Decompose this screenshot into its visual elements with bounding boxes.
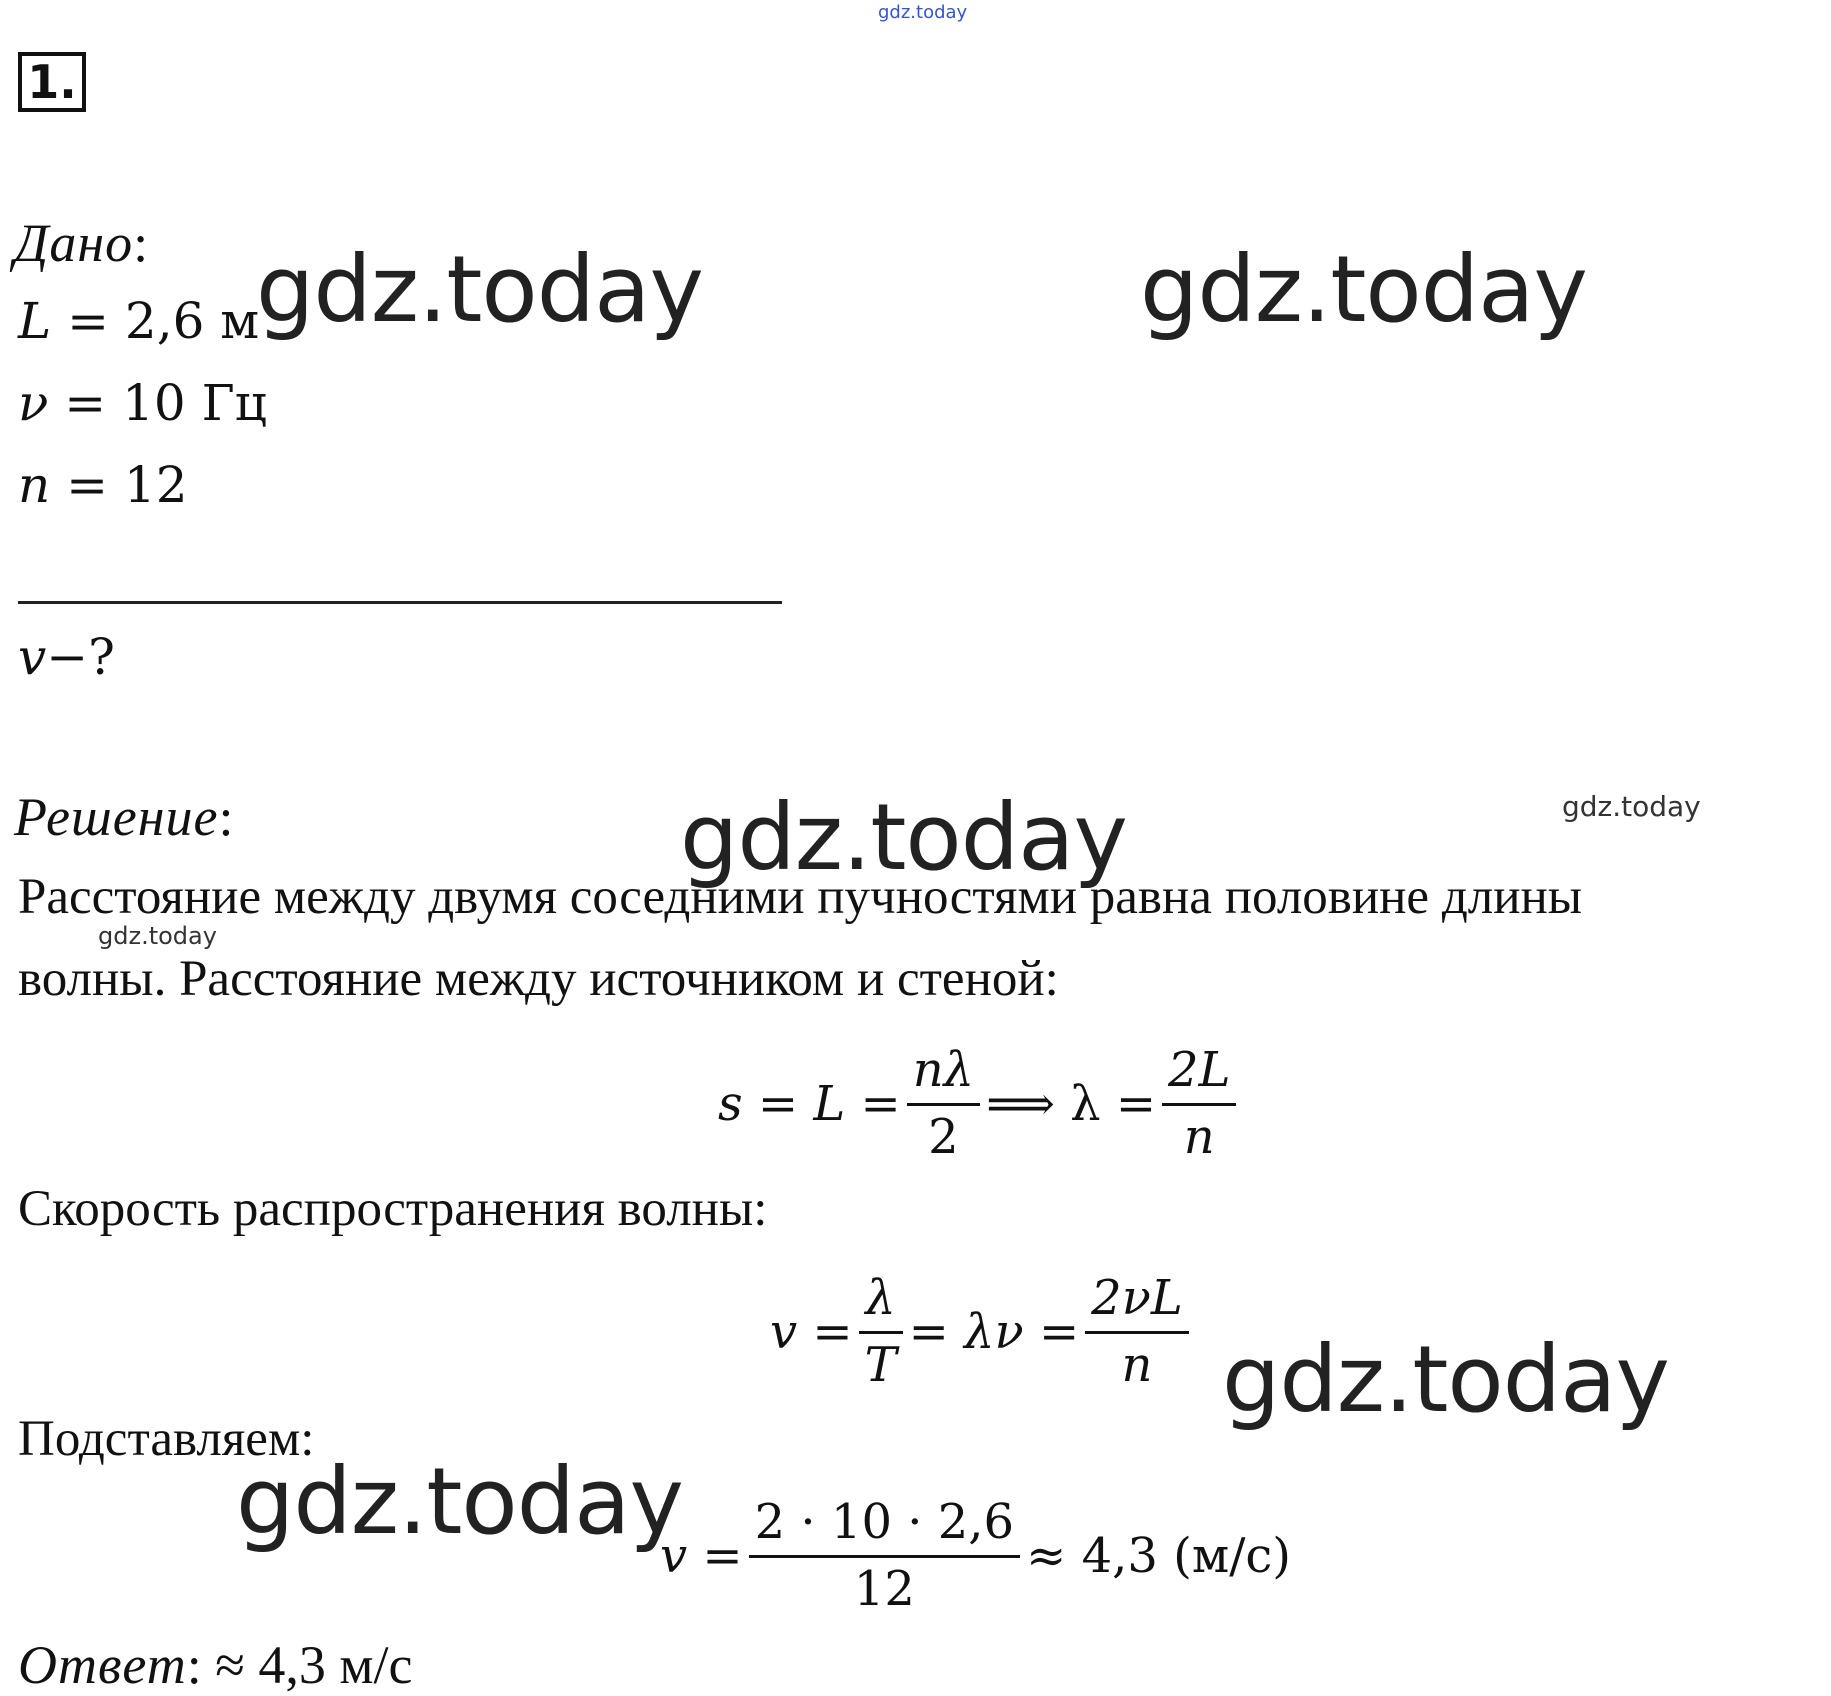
formula3-lhs: v = <box>660 1528 743 1584</box>
watermark-top: gdz.today <box>878 2 968 23</box>
watermark-small-1: gdz.today <box>1562 790 1701 823</box>
given-line-length <box>18 292 259 350</box>
formula3-frac-den: 12 <box>853 1560 915 1617</box>
formula2-frac1-den: T <box>864 1336 897 1393</box>
answer-text: : ≈ 4,3 м/с <box>186 1635 413 1695</box>
formula2-mid: = λν = <box>908 1304 1080 1360</box>
given-line-frequency <box>18 374 267 432</box>
given-heading <box>14 212 149 274</box>
solution-para2: Скорость распространения волны: <box>18 1181 768 1237</box>
given-divider <box>18 601 782 604</box>
formula2-lhs: v = <box>770 1304 853 1360</box>
formula2-fraction-2 <box>1085 1271 1189 1392</box>
formula-velocity <box>770 1262 1195 1402</box>
formula1-arrow: ⟹ λ = <box>986 1076 1157 1132</box>
formula1-frac2-den: n <box>1183 1108 1215 1165</box>
formula-wavelength <box>718 1034 1242 1174</box>
solution-para1-line1: Расстояние между двумя соседними пучностями равна половине длины <box>18 869 1583 925</box>
given-value-count: = 12 <box>50 456 188 514</box>
solution-heading-colon: : <box>218 787 235 847</box>
solution-para1-line2: волны. Расстояние между источником и стеной: <box>18 951 1059 1007</box>
solution-heading <box>14 786 235 848</box>
watermark-small-2: gdz.today <box>98 922 217 950</box>
given-var-count: n <box>18 456 51 514</box>
formula2-frac1-num: λ <box>859 1271 903 1333</box>
watermark-3: gdz.today <box>680 784 1127 891</box>
answer-line <box>18 1634 412 1696</box>
given-value-length: = 2,6 м <box>51 292 260 350</box>
given-heading-label: Дано <box>14 213 134 273</box>
formula2-frac2-num: 2νL <box>1085 1271 1189 1333</box>
given-var-length: L <box>18 292 52 350</box>
answer-heading: Ответ <box>18 1635 187 1695</box>
solution-heading-label: Решение <box>14 787 219 847</box>
given-heading-colon: : <box>133 213 150 273</box>
watermark-5: gdz.today <box>236 1448 683 1555</box>
find-var: v <box>18 628 47 686</box>
given-line-count <box>18 456 188 514</box>
formula1-fraction-1 <box>907 1043 980 1164</box>
given-value-frequency: = 10 Гц <box>48 374 267 432</box>
formula1-lhs: s = L = <box>718 1076 901 1132</box>
formula1-frac1-num: nλ <box>907 1043 980 1105</box>
watermark-4: gdz.today <box>1222 1326 1669 1433</box>
given-var-frequency: ν <box>18 374 49 432</box>
solution-para3: Подставляем: <box>18 1411 315 1467</box>
formula3-fraction <box>749 1495 1021 1616</box>
formula1-frac2-num: 2L <box>1162 1043 1236 1105</box>
formula2-frac2-den: n <box>1121 1336 1153 1393</box>
formula2-fraction-1 <box>859 1271 903 1392</box>
problem-number: 1. <box>18 52 86 112</box>
formula3-rhs: ≈ 4,3 (м/с) <box>1026 1528 1292 1584</box>
formula1-fraction-2 <box>1162 1043 1236 1164</box>
formula1-frac1-den: 2 <box>928 1108 959 1165</box>
watermark-2: gdz.today <box>1140 236 1587 343</box>
watermark-1: gdz.today <box>256 236 703 343</box>
find-line <box>18 628 115 686</box>
formula3-frac-num: 2 · 10 · 2,6 <box>749 1495 1021 1557</box>
formula-substitution <box>660 1486 1291 1626</box>
find-rest: −? <box>46 628 115 686</box>
